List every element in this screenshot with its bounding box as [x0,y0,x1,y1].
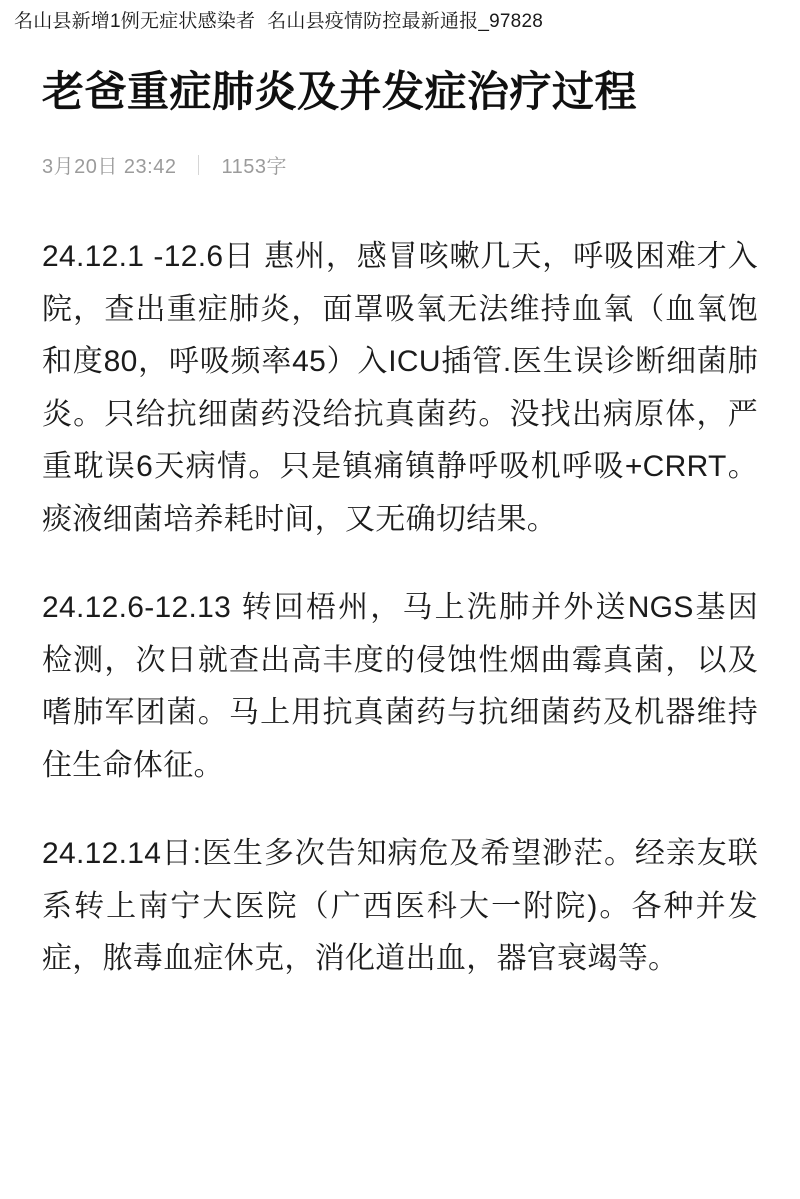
publish-date: 3月20日 23:42 [42,156,177,179]
article-paragraph: 24.12.14日:医生多次告知病危及希望渺茫。经亲友联系转上南宁大医院（广西医科大一附院)。各种并发症，脓毒血症休克，消化道出血，器官衰竭等。 [42,837,758,976]
meta-divider [198,155,199,175]
article-body [42,231,758,986]
article-container [0,43,800,1026]
page-title: 老爸重症肺炎及并发症治疗过程 [42,67,638,115]
article-meta [42,150,758,179]
browser-title-part1: 名山县新增1例无症状感染者 [14,11,256,32]
article-paragraph: 24.12.6-12.13 转回梧州，马上洗肺并外送NGS基因检测，次日就查出高丰度的侵蚀性烟曲霉真菌，以及嗜肺军团菌。马上用抗真菌药与抗细菌药及机器维持住生命体征。 [42,591,758,782]
article-paragraph: 24.12.1 -12.6日 惠州，感冒咳嗽几天，呼吸困难才入院，查出重症肺炎，面罩吸氧无法维持血氧（血氧饱和度80，呼吸频率45）入ICU插管.医生误诊断细菌肺炎。只给抗细菌药没给抗真菌药。没找出病原体，严重耽误6天病情。只是镇痛镇静呼吸机呼吸+CRRT。痰液细菌培养耗时间，又无确切结果。 [42,240,758,536]
word-count: 1153字 [221,156,287,179]
browser-title-bar [0,0,800,43]
browser-title-part2: 名山县疫情防控最新通报_97828 [267,11,543,32]
